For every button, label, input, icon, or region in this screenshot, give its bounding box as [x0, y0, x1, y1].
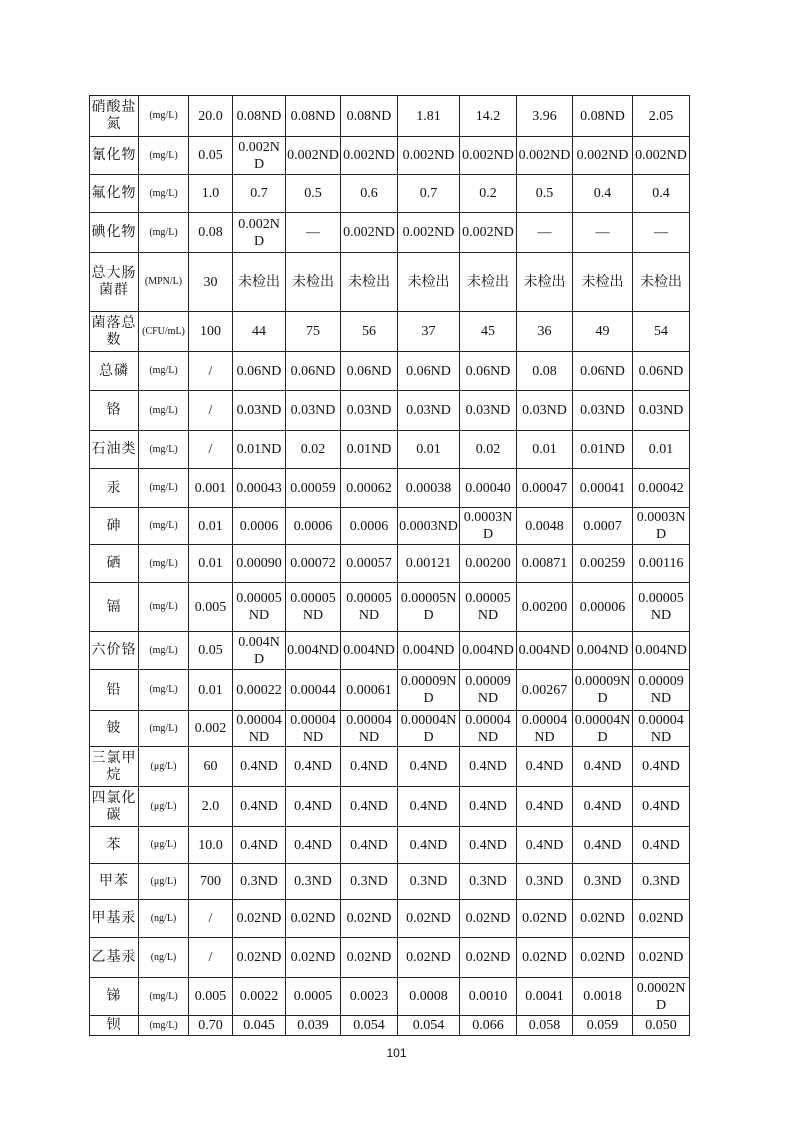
- measurement-value: 0.02ND: [286, 900, 341, 938]
- standard-limit: 20.0: [189, 96, 233, 137]
- measurement-value: 0.4ND: [517, 787, 573, 827]
- parameter-unit: (mg/L): [139, 1016, 189, 1036]
- measurement-value: 0.03ND: [286, 391, 341, 431]
- measurement-value: 0.03ND: [573, 391, 633, 431]
- parameter-name: 钡: [90, 1016, 139, 1036]
- measurement-value: 0.00004ND: [341, 711, 398, 747]
- measurement-value: 0.00004ND: [573, 711, 633, 747]
- parameter-unit: (mg/L): [139, 545, 189, 583]
- measurement-value: 0.00004ND: [517, 711, 573, 747]
- parameter-name: 氟化物: [90, 175, 139, 213]
- measurement-value: 0.00042: [633, 469, 690, 508]
- parameter-unit: (mg/L): [139, 508, 189, 545]
- measurement-value: 0.4ND: [286, 747, 341, 787]
- measurement-value: 0.4ND: [341, 747, 398, 787]
- measurement-value: 0.004ND: [460, 632, 517, 670]
- measurement-value: 0.4ND: [341, 827, 398, 864]
- parameter-unit: (μg/L): [139, 747, 189, 787]
- measurement-value: 0.01ND: [233, 431, 286, 469]
- parameter-unit: (ng/L): [139, 938, 189, 978]
- standard-limit: /: [189, 900, 233, 938]
- measurement-value: 0.02ND: [460, 900, 517, 938]
- measurement-value: 0.03ND: [341, 391, 398, 431]
- measurement-value: 0.00005ND: [286, 583, 341, 632]
- measurement-value: 0.7: [233, 175, 286, 213]
- parameter-name: 苯: [90, 827, 139, 864]
- measurement-value: 0.4ND: [460, 747, 517, 787]
- measurement-value: 0.01ND: [573, 431, 633, 469]
- measurement-value: 0.02ND: [517, 938, 573, 978]
- measurement-value: 0.00004ND: [398, 711, 460, 747]
- table-row: [90, 175, 690, 213]
- measurement-value: 0.00047: [517, 469, 573, 508]
- table-row: [90, 978, 690, 1016]
- measurement-value: 0.045: [233, 1016, 286, 1036]
- measurement-value: 0.058: [517, 1016, 573, 1036]
- measurement-value: 0.0005: [286, 978, 341, 1016]
- table-row: [90, 711, 690, 747]
- parameter-unit: (MPN/L): [139, 253, 189, 312]
- measurement-value: 0.3ND: [517, 864, 573, 900]
- parameter-unit: (mg/L): [139, 583, 189, 632]
- measurement-value: 0.4ND: [517, 747, 573, 787]
- page-number: 101: [386, 1046, 407, 1060]
- measurement-value: 0.00005ND: [460, 583, 517, 632]
- measurement-value: 0.6: [341, 175, 398, 213]
- parameter-unit: (CFU/mL): [139, 312, 189, 352]
- measurement-value: —: [517, 213, 573, 253]
- table-row: [90, 137, 690, 175]
- parameter-unit: (mg/L): [139, 137, 189, 175]
- measurement-value: 0.00041: [573, 469, 633, 508]
- measurement-value: 0.02: [286, 431, 341, 469]
- parameter-name: 菌落总数: [90, 312, 139, 352]
- parameter-name: 总磷: [90, 352, 139, 391]
- measurement-value: 0.002ND: [341, 213, 398, 253]
- measurement-value: 0.01: [633, 431, 690, 469]
- measurement-value: 0.06ND: [573, 352, 633, 391]
- measurement-value: 0.02ND: [633, 938, 690, 978]
- measurement-value: 45: [460, 312, 517, 352]
- measurement-value: 0.02ND: [233, 938, 286, 978]
- measurement-value: 0.08ND: [286, 96, 341, 137]
- measurement-value: 0.00121: [398, 545, 460, 583]
- measurement-value: 0.0048: [517, 508, 573, 545]
- measurement-value: 0.004ND: [517, 632, 573, 670]
- measurement-value: 0.0006: [233, 508, 286, 545]
- table-row: [90, 391, 690, 431]
- measurement-value: 0.00005ND: [341, 583, 398, 632]
- measurement-value: 0.00267: [517, 670, 573, 711]
- measurement-value: 0.0010: [460, 978, 517, 1016]
- measurement-value: 0.0003ND: [398, 508, 460, 545]
- table-row: [90, 508, 690, 545]
- measurement-value: 0.002ND: [341, 137, 398, 175]
- measurement-value: 0.002ND: [233, 137, 286, 175]
- standard-limit: 10.0: [189, 827, 233, 864]
- measurement-value: 0.08ND: [573, 96, 633, 137]
- measurement-value: 0.4ND: [460, 827, 517, 864]
- standard-limit: /: [189, 938, 233, 978]
- measurement-value: 0.4ND: [286, 787, 341, 827]
- measurement-value: 未检出: [633, 253, 690, 312]
- standard-limit: 0.001: [189, 469, 233, 508]
- measurement-value: —: [573, 213, 633, 253]
- measurement-value: 0.00038: [398, 469, 460, 508]
- measurement-value: 49: [573, 312, 633, 352]
- measurement-value: 0.004ND: [286, 632, 341, 670]
- measurement-value: 未检出: [460, 253, 517, 312]
- parameter-name: 甲苯: [90, 864, 139, 900]
- standard-limit: 0.002: [189, 711, 233, 747]
- parameter-unit: (mg/L): [139, 711, 189, 747]
- measurement-value: 0.4: [573, 175, 633, 213]
- parameter-name: 镉: [90, 583, 139, 632]
- measurement-value: 0.004ND: [341, 632, 398, 670]
- measurement-value: 0.00005ND: [233, 583, 286, 632]
- water-quality-table: [89, 95, 690, 1036]
- measurement-value: 0.2: [460, 175, 517, 213]
- table-body: [90, 96, 690, 1036]
- measurement-value: 0.00004ND: [286, 711, 341, 747]
- measurement-value: 0.002ND: [286, 137, 341, 175]
- measurement-value: 0.3ND: [286, 864, 341, 900]
- measurement-value: 0.002ND: [573, 137, 633, 175]
- measurement-value: 0.08: [517, 352, 573, 391]
- parameter-unit: (mg/L): [139, 352, 189, 391]
- measurement-value: 0.02ND: [341, 938, 398, 978]
- measurement-value: 未检出: [517, 253, 573, 312]
- measurement-value: 0.4ND: [233, 747, 286, 787]
- measurement-value: 0.0008: [398, 978, 460, 1016]
- measurement-value: 0.0018: [573, 978, 633, 1016]
- measurement-value: 0.00200: [517, 583, 573, 632]
- measurement-value: 0.004ND: [398, 632, 460, 670]
- measurement-value: 0.4ND: [460, 787, 517, 827]
- measurement-value: 0.0003ND: [460, 508, 517, 545]
- parameter-name: 石油类: [90, 431, 139, 469]
- measurement-value: 0.06ND: [460, 352, 517, 391]
- measurement-value: 未检出: [573, 253, 633, 312]
- measurement-value: 0.3ND: [233, 864, 286, 900]
- measurement-value: 0.0003ND: [633, 508, 690, 545]
- measurement-value: 0.00043: [233, 469, 286, 508]
- parameter-unit: (mg/L): [139, 96, 189, 137]
- measurement-value: 0.00040: [460, 469, 517, 508]
- measurement-value: 0.059: [573, 1016, 633, 1036]
- measurement-value: 0.00062: [341, 469, 398, 508]
- measurement-value: 0.01: [517, 431, 573, 469]
- measurement-value: 0.4ND: [573, 747, 633, 787]
- measurement-value: 0.03ND: [460, 391, 517, 431]
- parameter-name: 锑: [90, 978, 139, 1016]
- measurement-value: 0.3ND: [633, 864, 690, 900]
- measurement-value: 0.00009ND: [633, 670, 690, 711]
- measurement-value: 未检出: [398, 253, 460, 312]
- measurement-value: 0.03ND: [398, 391, 460, 431]
- measurement-value: 0.00259: [573, 545, 633, 583]
- parameter-unit: (mg/L): [139, 670, 189, 711]
- parameter-unit: (μg/L): [139, 827, 189, 864]
- parameter-name: 六价铬: [90, 632, 139, 670]
- parameter-unit: (mg/L): [139, 978, 189, 1016]
- measurement-value: 0.4ND: [398, 787, 460, 827]
- table-row: [90, 787, 690, 827]
- standard-limit: 0.08: [189, 213, 233, 253]
- measurement-value: 0.002ND: [398, 137, 460, 175]
- measurement-value: 0.03ND: [517, 391, 573, 431]
- table-row: [90, 583, 690, 632]
- measurement-value: 0.06ND: [633, 352, 690, 391]
- measurement-value: 0.4ND: [633, 827, 690, 864]
- measurement-value: 0.4ND: [398, 747, 460, 787]
- standard-limit: 0.70: [189, 1016, 233, 1036]
- table-row: [90, 938, 690, 978]
- standard-limit: 1.0: [189, 175, 233, 213]
- measurement-value: 未检出: [341, 253, 398, 312]
- measurement-value: 0.0023: [341, 978, 398, 1016]
- measurement-value: 3.96: [517, 96, 573, 137]
- parameter-unit: (mg/L): [139, 213, 189, 253]
- table-row: [90, 469, 690, 508]
- table-row: [90, 747, 690, 787]
- measurement-value: 0.004ND: [233, 632, 286, 670]
- measurement-value: 0.00059: [286, 469, 341, 508]
- measurement-value: 0.3ND: [460, 864, 517, 900]
- measurement-value: 0.00009ND: [573, 670, 633, 711]
- measurement-value: 0.002ND: [460, 213, 517, 253]
- parameter-name: 硒: [90, 545, 139, 583]
- parameter-unit: (ng/L): [139, 900, 189, 938]
- measurement-value: 0.054: [398, 1016, 460, 1036]
- parameter-unit: (mg/L): [139, 391, 189, 431]
- table-row: [90, 253, 690, 312]
- measurement-value: 37: [398, 312, 460, 352]
- measurement-value: 0.4ND: [341, 787, 398, 827]
- standard-limit: 700: [189, 864, 233, 900]
- measurement-value: 0.5: [517, 175, 573, 213]
- parameter-name: 三氯甲烷: [90, 747, 139, 787]
- standard-limit: 60: [189, 747, 233, 787]
- parameter-unit: (mg/L): [139, 469, 189, 508]
- standard-limit: /: [189, 431, 233, 469]
- measurement-value: 0.00004ND: [633, 711, 690, 747]
- parameter-name: 铍: [90, 711, 139, 747]
- measurement-value: 0.4: [633, 175, 690, 213]
- measurement-value: 0.00072: [286, 545, 341, 583]
- standard-limit: 0.005: [189, 583, 233, 632]
- table-row: [90, 545, 690, 583]
- measurement-value: 0.02ND: [633, 900, 690, 938]
- measurement-value: 0.06ND: [286, 352, 341, 391]
- measurement-value: 0.7: [398, 175, 460, 213]
- measurement-value: 0.00871: [517, 545, 573, 583]
- measurement-value: 0.5: [286, 175, 341, 213]
- table-row: [90, 900, 690, 938]
- table-row: [90, 827, 690, 864]
- standard-limit: 100: [189, 312, 233, 352]
- measurement-value: 0.4ND: [573, 827, 633, 864]
- measurement-value: 0.002ND: [398, 213, 460, 253]
- measurement-value: 0.02ND: [341, 900, 398, 938]
- measurement-value: 0.00022: [233, 670, 286, 711]
- measurement-value: 0.00009ND: [460, 670, 517, 711]
- measurement-value: 未检出: [233, 253, 286, 312]
- measurement-value: 0.02ND: [286, 938, 341, 978]
- parameter-name: 砷: [90, 508, 139, 545]
- table-row: [90, 96, 690, 137]
- measurement-value: 0.4ND: [633, 747, 690, 787]
- measurement-value: 0.4ND: [633, 787, 690, 827]
- measurement-value: 1.81: [398, 96, 460, 137]
- table-row: [90, 1016, 690, 1036]
- parameter-name: 硝酸盐氮: [90, 96, 139, 137]
- measurement-value: 0.01ND: [341, 431, 398, 469]
- measurement-value: 0.00005ND: [398, 583, 460, 632]
- measurement-value: 0.002ND: [233, 213, 286, 253]
- parameter-name: 铬: [90, 391, 139, 431]
- measurement-value: 0.00090: [233, 545, 286, 583]
- measurement-value: 0.00004ND: [460, 711, 517, 747]
- measurement-value: 0.4ND: [398, 827, 460, 864]
- measurement-value: 0.02ND: [573, 900, 633, 938]
- measurement-value: 14.2: [460, 96, 517, 137]
- parameter-name: 氰化物: [90, 137, 139, 175]
- measurement-value: 0.02: [460, 431, 517, 469]
- table-row: [90, 431, 690, 469]
- measurement-value: 0.054: [341, 1016, 398, 1036]
- measurement-value: 0.002ND: [633, 137, 690, 175]
- parameter-unit: (μg/L): [139, 787, 189, 827]
- measurement-value: 0.02ND: [517, 900, 573, 938]
- parameter-name: 四氯化碳: [90, 787, 139, 827]
- table-row: [90, 352, 690, 391]
- measurement-value: 75: [286, 312, 341, 352]
- measurement-value: 0.0002ND: [633, 978, 690, 1016]
- measurement-value: 2.05: [633, 96, 690, 137]
- measurement-value: 0.00116: [633, 545, 690, 583]
- standard-limit: /: [189, 391, 233, 431]
- measurement-value: 0.4ND: [286, 827, 341, 864]
- standard-limit: 0.01: [189, 508, 233, 545]
- parameter-unit: (mg/L): [139, 632, 189, 670]
- measurement-value: 0.06ND: [341, 352, 398, 391]
- measurement-value: 0.0041: [517, 978, 573, 1016]
- table-row: [90, 213, 690, 253]
- measurement-value: 0.06ND: [398, 352, 460, 391]
- table-row: [90, 670, 690, 711]
- measurement-value: 0.4ND: [233, 787, 286, 827]
- measurement-value: 0.0006: [286, 508, 341, 545]
- table-row: [90, 312, 690, 352]
- measurement-value: 0.004ND: [573, 632, 633, 670]
- measurement-value: 0.004ND: [633, 632, 690, 670]
- measurement-value: 36: [517, 312, 573, 352]
- measurement-value: 0.02ND: [573, 938, 633, 978]
- measurement-value: 0.066: [460, 1016, 517, 1036]
- standard-limit: 0.05: [189, 137, 233, 175]
- measurement-value: 0.06ND: [233, 352, 286, 391]
- measurement-value: 0.0022: [233, 978, 286, 1016]
- standard-limit: 0.005: [189, 978, 233, 1016]
- measurement-value: 0.4ND: [233, 827, 286, 864]
- measurement-value: 0.00009ND: [398, 670, 460, 711]
- parameter-name: 乙基汞: [90, 938, 139, 978]
- measurement-value: —: [286, 213, 341, 253]
- standard-limit: 30: [189, 253, 233, 312]
- standard-limit: 0.05: [189, 632, 233, 670]
- standard-limit: 0.01: [189, 670, 233, 711]
- measurement-value: —: [633, 213, 690, 253]
- measurement-value: 0.3ND: [398, 864, 460, 900]
- parameter-unit: (mg/L): [139, 431, 189, 469]
- table-row: [90, 632, 690, 670]
- measurement-value: 0.00004ND: [233, 711, 286, 747]
- parameter-name: 甲基汞: [90, 900, 139, 938]
- measurement-value: 54: [633, 312, 690, 352]
- parameter-name: 汞: [90, 469, 139, 508]
- parameter-name: 总大肠菌群: [90, 253, 139, 312]
- parameter-name: 碘化物: [90, 213, 139, 253]
- standard-limit: /: [189, 352, 233, 391]
- measurement-value: 0.02ND: [398, 900, 460, 938]
- measurement-value: 0.3ND: [341, 864, 398, 900]
- measurement-value: 0.03ND: [233, 391, 286, 431]
- measurement-value: 0.02ND: [460, 938, 517, 978]
- measurement-value: 0.00006: [573, 583, 633, 632]
- standard-limit: 0.01: [189, 545, 233, 583]
- measurement-value: 0.00005ND: [633, 583, 690, 632]
- measurement-value: 0.08ND: [341, 96, 398, 137]
- measurement-value: 0.050: [633, 1016, 690, 1036]
- measurement-value: 0.02ND: [398, 938, 460, 978]
- measurement-value: 未检出: [286, 253, 341, 312]
- measurement-value: 44: [233, 312, 286, 352]
- measurement-value: 0.00057: [341, 545, 398, 583]
- measurement-value: 0.002ND: [517, 137, 573, 175]
- measurement-value: 0.01: [398, 431, 460, 469]
- measurement-value: 0.00061: [341, 670, 398, 711]
- measurement-value: 0.0007: [573, 508, 633, 545]
- parameter-unit: (μg/L): [139, 864, 189, 900]
- table-row: [90, 864, 690, 900]
- measurement-value: 0.0006: [341, 508, 398, 545]
- measurement-value: 0.03ND: [633, 391, 690, 431]
- measurement-value: 0.4ND: [517, 827, 573, 864]
- measurement-value: 0.00044: [286, 670, 341, 711]
- measurement-value: 0.3ND: [573, 864, 633, 900]
- measurement-value: 0.4ND: [573, 787, 633, 827]
- measurement-value: 0.002ND: [460, 137, 517, 175]
- measurement-value: 56: [341, 312, 398, 352]
- standard-limit: 2.0: [189, 787, 233, 827]
- measurement-value: 0.039: [286, 1016, 341, 1036]
- measurement-value: 0.02ND: [233, 900, 286, 938]
- measurement-value: 0.00200: [460, 545, 517, 583]
- parameter-name: 铅: [90, 670, 139, 711]
- measurement-value: 0.08ND: [233, 96, 286, 137]
- parameter-unit: (mg/L): [139, 175, 189, 213]
